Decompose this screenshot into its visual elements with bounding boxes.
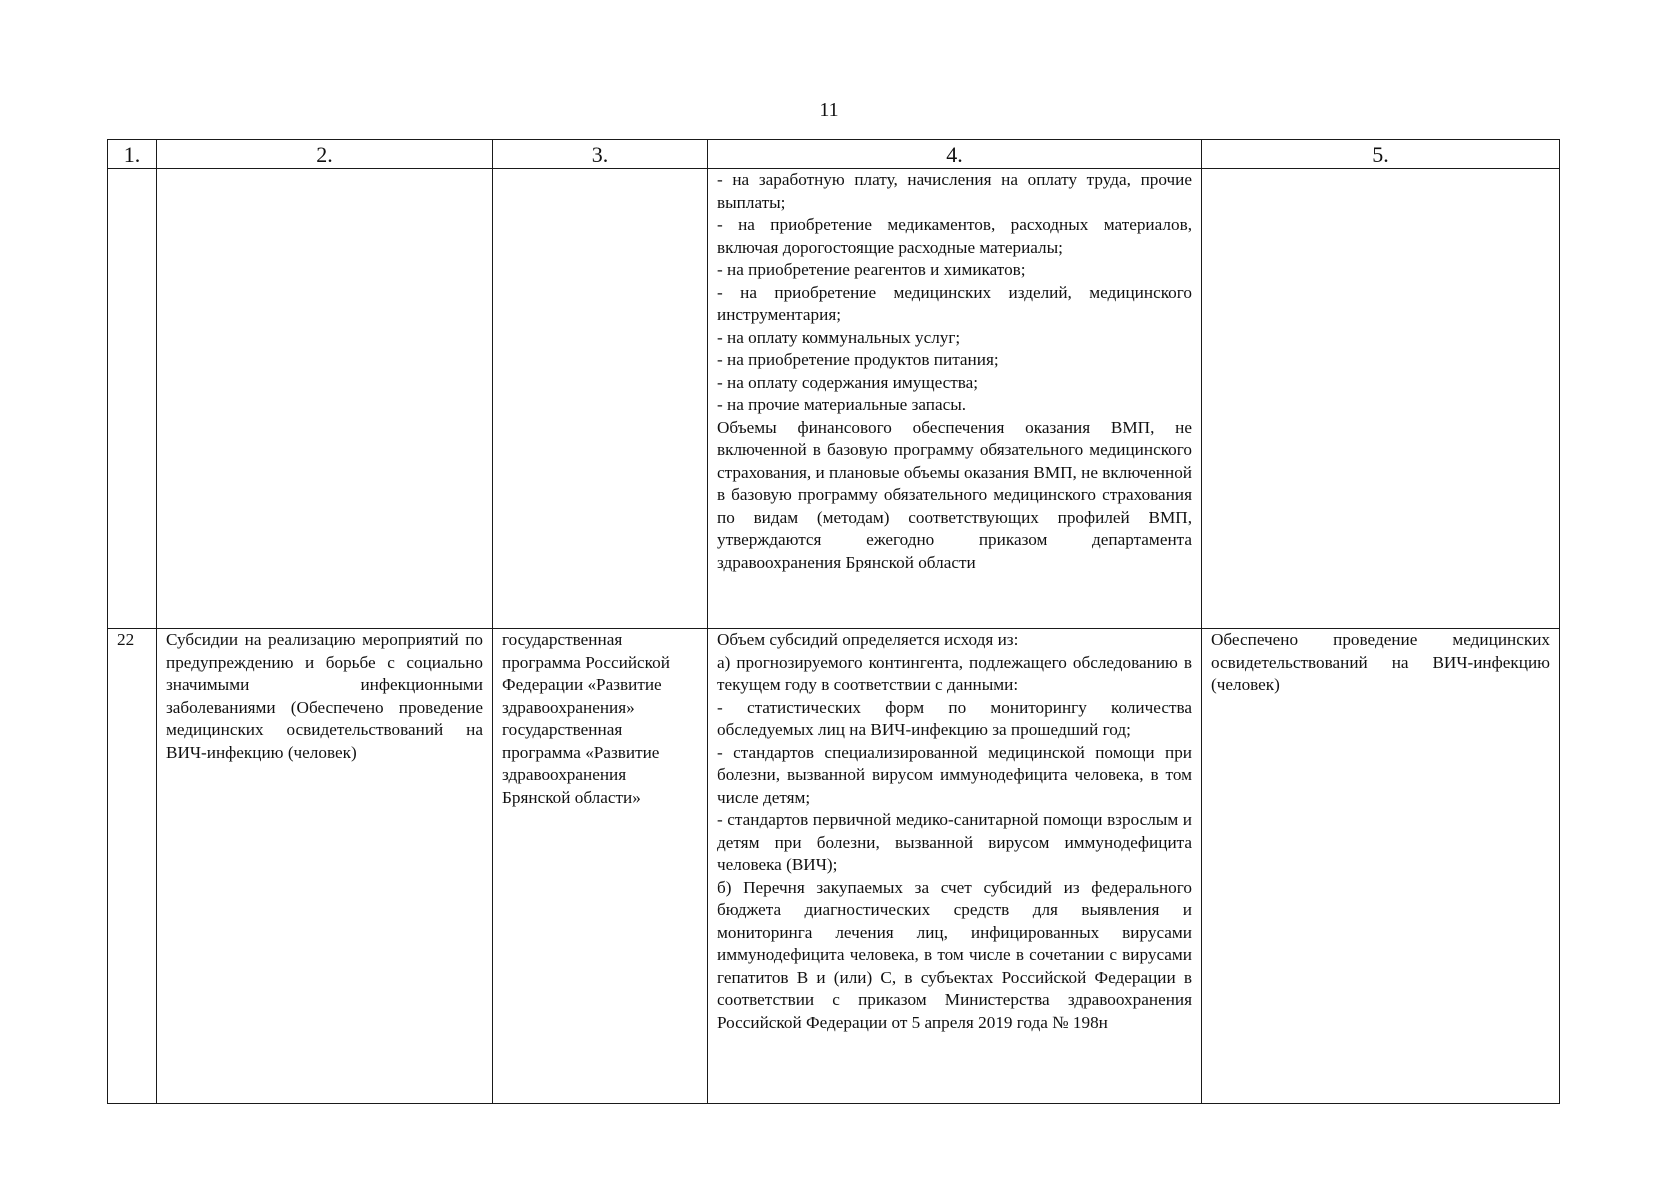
row1-program [493, 169, 708, 629]
row1-number [108, 169, 157, 629]
row1-detail-item: - на прочие материальные запасы. [717, 395, 967, 414]
header-col-1: 1. [108, 140, 157, 169]
row2-detail-item: Объем субсидий определяется исходя из: [717, 630, 1019, 649]
row2-result: Обеспечено проведение медицинских освидетельствований на ВИЧ-инфекцию (человек) [1202, 629, 1560, 1104]
table-row [108, 169, 1560, 629]
document-table [107, 139, 1560, 1104]
row2-detail-item: а) прогнозируемого контингента, подлежащего обследованию в текущем году в соответствии с данными: [717, 652, 1192, 694]
row2-details [708, 629, 1202, 1104]
row1-detail-item: - на заработную плату, начисления на оплату труда, прочие выплаты; [717, 170, 1192, 212]
header-col-4: 4. [708, 140, 1202, 169]
row1-detail-item: Объемы финансового обеспечения оказания ВМП, не включенной в базовую программу обязательного медицинского страхования, и плановые объемы оказания ВМП, не включенной в базовую программу обязательного медицинского страхования по видам (методам) соответствующих профилей ВМП, утверждаются ежегодно приказом департамента здравоохранения Брянской области [717, 417, 1192, 572]
row1-detail-item: - на приобретение реагентов и химикатов; [717, 260, 1026, 279]
row1-result [1202, 169, 1560, 629]
header-row [108, 140, 1560, 169]
row1-subsidy [157, 169, 493, 629]
row2-detail-item: - стандартов специализированной медицинской помощи при болезни, вызванной вирусом иммунодефицита человека, в том числе детям; [717, 742, 1192, 807]
row2-detail-item: б) Перечня закупаемых за счет субсидий из федерального бюджета диагностических средств для выявления и мониторинга лечения лиц, инфицированных вирусами иммунодефицита человека, в том числе в сочетании с вирусами гепатитов В и (или) С, в субъектах Российской Федерации в соответствии с приказом Министерства здравоохранения Российской Федерации от 5 апреля 2019 года № 198н [717, 877, 1192, 1032]
row1-detail-item: - на приобретение медицинских изделий, медицинского инструментария; [717, 282, 1192, 324]
row2-subsidy: Субсидии на реализацию мероприятий по предупреждению и борьбе с социально значимыми инфекционными заболеваниями (Обеспечено проведение медицинских освидетельствований на ВИЧ-инфекцию (человек) [157, 629, 493, 1104]
header-col-3: 3. [493, 140, 708, 169]
row1-detail-item: - на оплату коммунальных услуг; [717, 327, 961, 347]
row2-detail-item: - стандартов первичной медико-санитарной помощи взрослым и детям при болезни, вызванной вирусом иммунодефицита человека (ВИЧ); [717, 810, 1192, 874]
row2-program: государственная программа Российской Федерации «Развитие здравоохранения» государственная программа «Развитие здравоохранения Брянской области» [493, 629, 708, 1104]
row1-detail-item: - на оплату содержания имущества; [717, 372, 979, 392]
row1-details [708, 169, 1202, 629]
row1-detail-item: - на приобретение продуктов питания; [717, 350, 999, 369]
row2-number: 22 [108, 629, 157, 1104]
row1-detail-item: - на приобретение медикаментов, расходных материалов, включая дорогостоящие расходные материалы; [717, 215, 1192, 257]
row2-detail-item: - статистических форм по мониторингу количества обследуемых лиц на ВИЧ-инфекцию за прошедший год; [717, 697, 1192, 739]
table-row [108, 629, 1560, 1104]
header-col-5: 5. [1202, 140, 1560, 169]
page-number: 11 [819, 99, 839, 121]
header-col-2: 2. [157, 140, 493, 169]
